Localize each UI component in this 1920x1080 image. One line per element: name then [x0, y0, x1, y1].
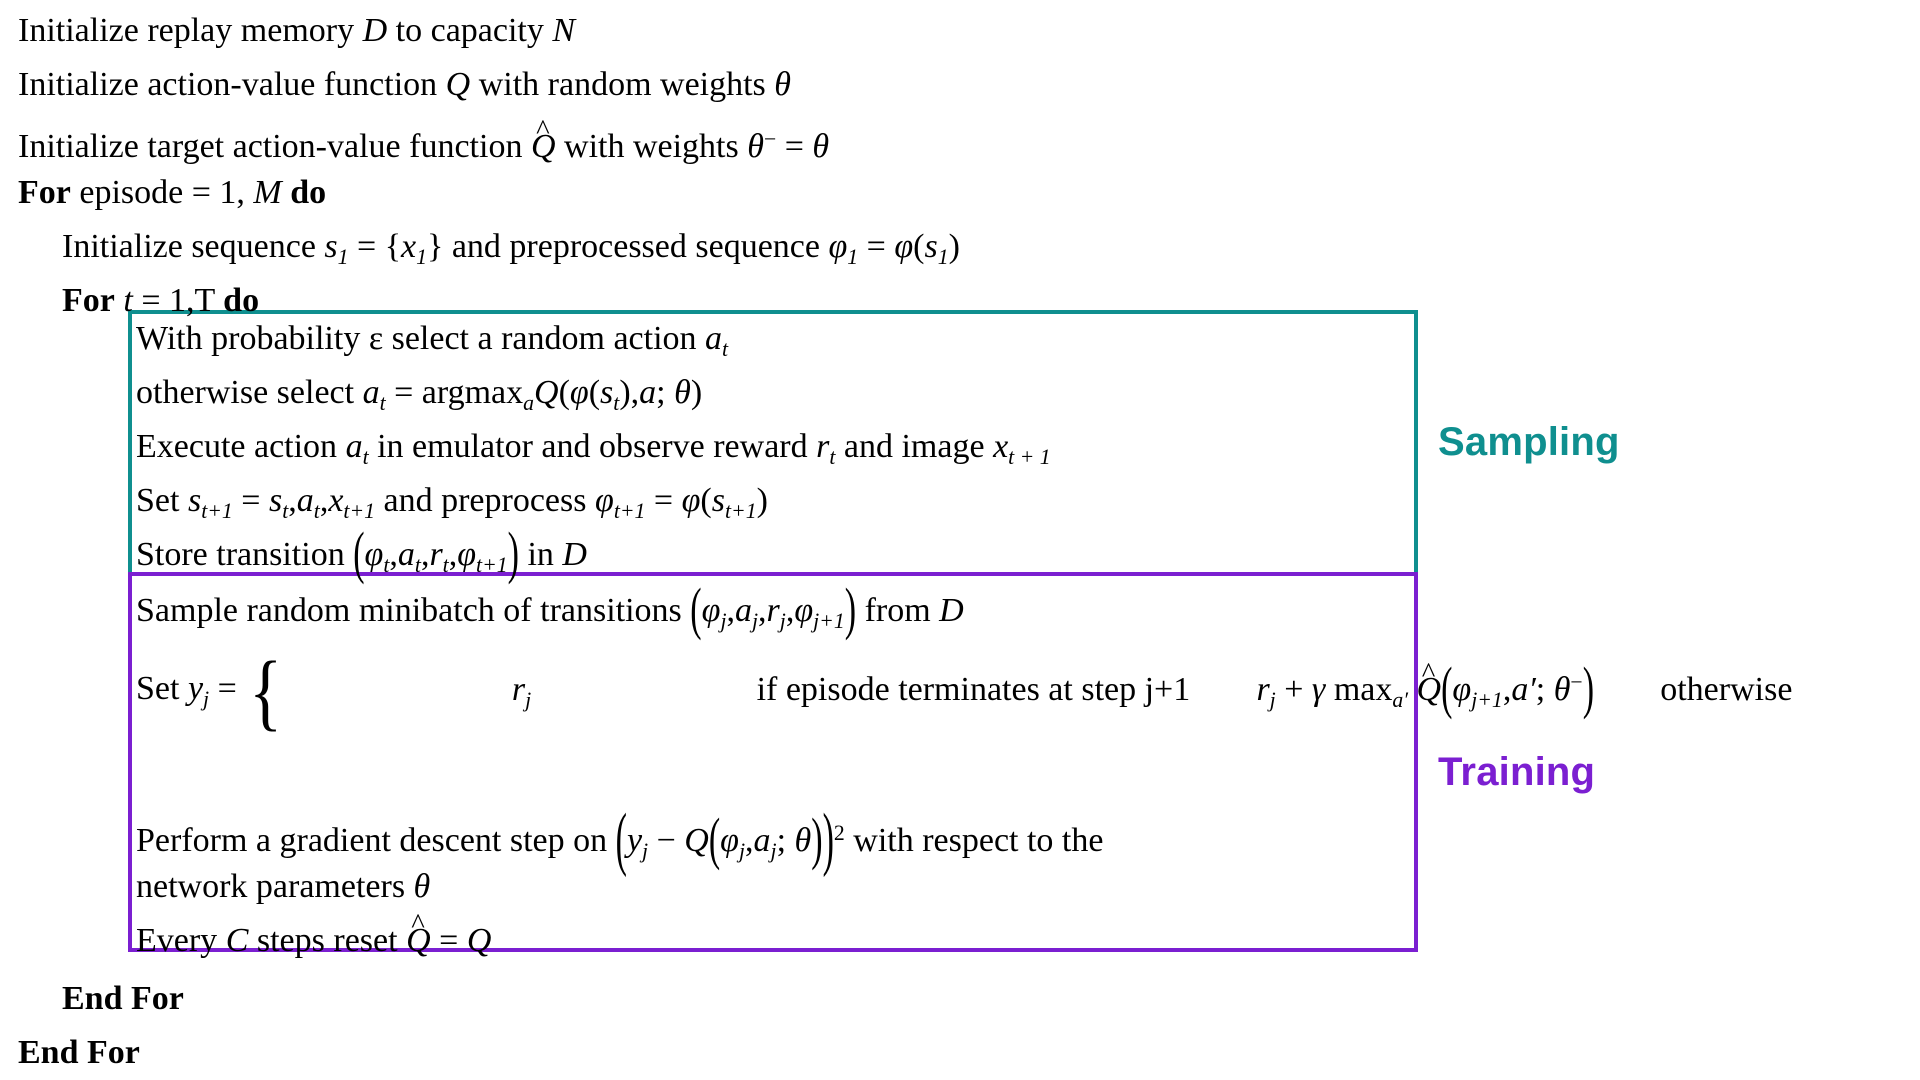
comma5: , [448, 536, 458, 573]
exponent-2: 2 [833, 821, 845, 845]
symbol-Q-3: Q [684, 821, 709, 859]
line3-text-a: Initialize target action-value function [18, 127, 531, 165]
symbol-phi-7: φ [457, 536, 477, 573]
sub-t10: t [442, 552, 449, 577]
symbol-Q-4: Q [466, 922, 492, 959]
paren3: ), [619, 374, 640, 411]
line5-eq1: = { [348, 228, 402, 265]
sub-t9: t [414, 552, 421, 577]
paren-inner-close: ) [811, 808, 823, 872]
sub-j-plus-1: j+1 [813, 608, 845, 633]
paren-open: ( [913, 228, 925, 265]
symbol-theta: θ [774, 66, 791, 103]
comma9: , [1502, 670, 1512, 708]
keyword-for-inner: For [62, 282, 115, 319]
symbol-Q-hat: ^ Q [531, 120, 556, 174]
symbol-D: D [362, 12, 388, 49]
training-annotation-label: Training [1438, 750, 1596, 794]
symbol-y-2: y [626, 821, 643, 859]
sub-1d: 1 [937, 244, 949, 269]
training-line-1 [136, 578, 1436, 642]
comma3: , [389, 536, 398, 573]
case-row-2 [1190, 657, 1793, 721]
sampling-line-3 [136, 420, 1426, 474]
end-for-inner [18, 972, 1518, 1026]
paren-big-close: ) [507, 522, 519, 586]
symbol-D-2: D [562, 536, 587, 573]
case-2-condition: otherwise [1660, 670, 1793, 708]
training-block-text [136, 578, 1436, 642]
training-3-text-a: Perform a gradient descent step on [136, 821, 616, 859]
sub-t7: t [313, 498, 320, 523]
training-cases-equation [136, 636, 1792, 746]
keyword-for: For [18, 174, 71, 211]
training-line-gradient-cont [136, 860, 1436, 914]
sub-1c: 1 [847, 244, 859, 269]
training-1-text-a: Sample random minibatch of transitions [136, 592, 691, 629]
sub-t-plus-1d: t+1 [613, 498, 646, 523]
symbol-Q-hat-2: ^ Q [1417, 662, 1442, 718]
sampling-line-2 [136, 366, 1426, 420]
sub-j6: j [1269, 687, 1276, 712]
line3-equals: = [776, 127, 813, 165]
paren-big-open-2: ( [690, 578, 702, 642]
paren5: ( [700, 482, 712, 519]
sub-j: j [720, 608, 727, 633]
line2-text-b: with random weights [470, 66, 775, 103]
symbol-theta: θ [747, 127, 764, 165]
end-for-outer [18, 1026, 1518, 1080]
algorithm-body [18, 4, 1518, 328]
sub-1: 1 [337, 244, 349, 269]
set-keyword: Set [136, 482, 188, 519]
algo-line-2 [18, 58, 1518, 112]
sub-t-plus-1c: t+1 [343, 498, 376, 523]
paren-close: ) [948, 228, 960, 265]
paren-big-open-3: ( [1441, 657, 1453, 721]
symbol-phi-11: φ [720, 821, 739, 859]
comma4: , [420, 536, 430, 573]
paren-outer-close: ) [822, 800, 834, 879]
symbol-Q-hat-3: ^ Q [406, 914, 431, 968]
symbol-x-3: x [328, 482, 344, 519]
max-op: max [1325, 670, 1393, 708]
algo-line-3 [18, 112, 1518, 166]
comma6: , [726, 592, 735, 629]
symbol-gamma: γ [1311, 670, 1326, 708]
symbol-y: y [187, 669, 204, 707]
algorithm-footer [18, 972, 1518, 1080]
line5-text-a: Initialize sequence [62, 228, 325, 265]
sub-j2: j [751, 608, 759, 633]
symbol-a-5: a [734, 592, 752, 629]
symbol-theta-2: θ [812, 127, 830, 165]
line4-text: episode = 1, [70, 174, 254, 211]
comma7: , [758, 592, 767, 629]
sampling-annotation-label: Sampling [1438, 420, 1620, 464]
sub-t-plus-1b: t+1 [201, 498, 233, 523]
symbol-a-6: a [753, 821, 771, 859]
sampling-2-text: otherwise select [136, 374, 363, 411]
sub-t2: t [379, 390, 386, 415]
sub-j5: j [525, 687, 532, 712]
training-line-reset [136, 914, 1436, 968]
comma1: , [288, 482, 297, 519]
symbol-phi-9: φ [794, 592, 814, 629]
sub-j-plus-1b: j+1 [1471, 687, 1503, 712]
case-2-value [1190, 654, 1660, 728]
sampling-3-text-b: in emulator and observe reward [368, 428, 817, 465]
sampling-line-1 [136, 312, 1426, 366]
max-sub-a-prime: a′ [1392, 687, 1408, 712]
case-1-condition: if episode terminates at step j+1 [756, 670, 1191, 708]
argmax-sub-a: a [523, 390, 535, 415]
symbol-x: x [401, 228, 417, 265]
minus: − [648, 821, 685, 859]
sub-t3: t [613, 390, 620, 415]
theta-minus-superscript: − [763, 127, 777, 151]
paren6: ) [756, 482, 768, 519]
argmax-eq: = argmax [385, 374, 524, 411]
sampling-3-text-c: and image [835, 428, 994, 465]
symbol-C: C [225, 922, 249, 959]
symbol-M: M [253, 174, 282, 211]
symbol-phi-5: φ [681, 482, 701, 519]
training-4-text-a: Every [136, 922, 226, 959]
semi3: ; [776, 821, 795, 859]
case-row-1 [287, 670, 1191, 712]
symbol-a-3: a [296, 482, 314, 519]
training-4-text-b: steps reset [248, 922, 407, 959]
eq4: = [430, 922, 467, 959]
cases-block [245, 636, 1792, 746]
training-line-gradient [136, 800, 1436, 879]
sampling-5-text-b: in [518, 536, 563, 573]
line2-text-a: Initialize action-value function [18, 66, 446, 103]
line1-text-a: Initialize replay memory [18, 12, 363, 49]
symbol-r-2: r [429, 536, 443, 573]
training-1-text-b: from [856, 592, 940, 629]
symbol-phi-10: φ [1452, 670, 1472, 708]
symbol-theta-6: θ [413, 868, 431, 905]
sub-j3: j [779, 608, 786, 633]
symbol-phi-3: φ [569, 374, 589, 411]
paren-big-close-3: ) [1582, 657, 1595, 721]
training-3-text-c: network parameters [136, 868, 414, 905]
sub-j8: j [738, 838, 746, 863]
symbol-phi-4: φ [595, 482, 614, 519]
symbol-theta-4: θ [1553, 670, 1571, 708]
symbol-D-3: D [939, 592, 964, 629]
eq: = [232, 482, 269, 519]
symbol-t: t [114, 282, 133, 319]
line3-text-b: with weights [555, 127, 748, 165]
semi: ; [656, 374, 675, 411]
symbol-Q: Q [445, 66, 471, 103]
keyword-end-for-inner: End For [62, 980, 184, 1017]
symbol-phi-2: φ [894, 228, 914, 265]
sampling-5-text-a: Store transition [136, 536, 354, 573]
symbol-x-2: x [993, 428, 1009, 465]
symbol-a-t: a [362, 374, 380, 411]
keyword-do: do [290, 174, 327, 211]
symbol-a-prime: a′ [1511, 670, 1536, 708]
eq2: = [645, 482, 682, 519]
symbol-s-5: s [268, 482, 283, 519]
symbol-s-3: s [600, 374, 614, 411]
paren-inner-open: ( [708, 808, 721, 872]
set-keyword-2: Set [136, 669, 188, 707]
symbol-Q-2: Q [534, 374, 559, 411]
comma2: , [319, 482, 329, 519]
symbol-a: a [705, 320, 723, 357]
sub-t4: t [362, 444, 369, 469]
symbol-phi: φ [828, 228, 848, 265]
sub-j9: j [770, 838, 777, 863]
sub-1b: 1 [416, 244, 427, 269]
sub-t-plus-1f: t+1 [476, 552, 508, 577]
paren: ( [558, 374, 570, 411]
symbol-r-4: r [511, 670, 526, 708]
algo-line-1 [18, 4, 1518, 58]
symbol-r-5: r [1256, 670, 1270, 708]
left-brace: { [249, 643, 283, 739]
sampling-3-text-a: Execute action [136, 428, 346, 465]
training-3-text-b: with respect to the [844, 821, 1104, 859]
sub-t6: t [282, 498, 289, 523]
sampling-line-5 [136, 522, 1426, 586]
sub-j4: j [203, 686, 210, 711]
symbol-s-6: s [711, 482, 725, 519]
paren-outer-open: ( [615, 800, 627, 879]
symbol-a-4: a [397, 536, 415, 573]
eq3: = [209, 669, 246, 707]
plus: + [1275, 670, 1312, 708]
sampling-1-text: With probability ε select a random action [136, 320, 706, 357]
symbol-s-4: s [187, 482, 202, 519]
sampling-4-text: and preprocess [375, 482, 595, 519]
sub-t8: t [383, 552, 390, 577]
line6-text: = 1,T [132, 282, 224, 319]
symbol-phi-6: φ [364, 536, 384, 573]
paren4: ) [690, 374, 703, 411]
symbol-r-3: r [766, 592, 780, 629]
theta-minus-sup-2: − [1570, 670, 1583, 695]
symbol-a-t2: a [345, 428, 363, 465]
sub-t: t [722, 336, 729, 361]
algo-line-5 [18, 220, 1518, 274]
line1-text-b: to capacity [387, 12, 553, 49]
symbol-N: N [552, 12, 576, 49]
line5-text-b: } and preprocessed sequence [427, 228, 829, 265]
symbol-a-2: a [639, 374, 657, 411]
training-block-text-2 [136, 800, 1436, 968]
algo-line-4-for-episode [18, 166, 1518, 220]
space2 [1408, 671, 1417, 708]
keyword-do-inner: do [223, 282, 260, 319]
paren-big-close-2: ) [844, 578, 857, 642]
space1 [282, 174, 291, 211]
symbol-theta-5: θ [794, 821, 812, 859]
cases-rows [287, 654, 1793, 728]
line5-eq2: = [858, 228, 895, 265]
sub-t5: t [829, 444, 836, 469]
semi2: ; [1535, 670, 1554, 708]
sub-j7: j [642, 838, 649, 863]
symbol-r: r [816, 428, 830, 465]
sampling-line-4 [136, 474, 1426, 528]
sub-t-plus-1: t + 1 [1008, 444, 1051, 469]
keyword-end-for-outer: End For [18, 1034, 140, 1071]
symbol-phi-8: φ [701, 592, 721, 629]
sampling-block-text [136, 312, 1426, 586]
case-1-value [287, 662, 757, 728]
comma10: , [745, 821, 754, 859]
symbol-s-2: s [924, 228, 938, 265]
symbol-theta-3: θ [674, 374, 691, 411]
comma8: , [785, 592, 795, 629]
paren2: ( [588, 374, 601, 411]
sub-t-plus-1e: t+1 [724, 498, 757, 523]
symbol-s: s [324, 228, 338, 265]
paren-big-open: ( [353, 522, 365, 586]
